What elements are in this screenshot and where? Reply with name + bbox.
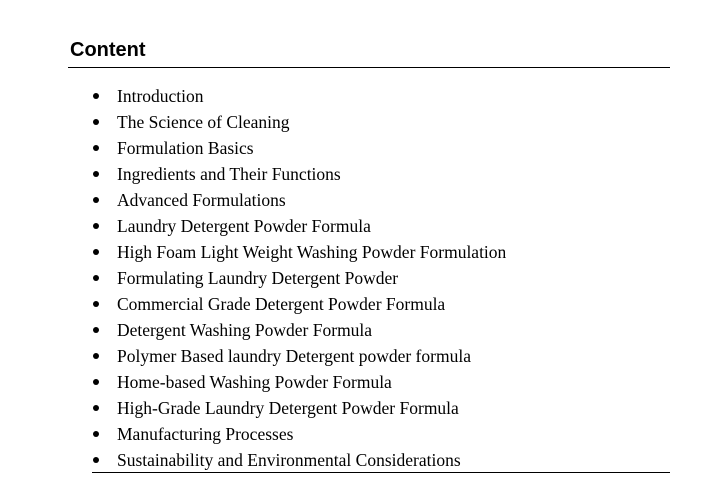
list-item-text: Introduction [117, 86, 204, 106]
list-item-text: High-Grade Laundry Detergent Powder Formula [117, 398, 459, 418]
list-item-text: Laundry Detergent Powder Formula [117, 216, 371, 236]
bullet-icon [93, 405, 99, 411]
list-item-text: Formulation Basics [117, 138, 254, 158]
list-item-text: Home-based Washing Powder Formula [117, 372, 392, 392]
list-item-text: Formulating Laundry Detergent Powder [117, 268, 399, 288]
list-item-text: Advanced Formulations [117, 190, 286, 210]
bullet-icon [93, 379, 99, 385]
bullet-icon [93, 119, 99, 125]
bullet-icon [93, 457, 99, 463]
bullet-icon [93, 171, 99, 177]
bullet-icon [93, 145, 99, 151]
contents-heading: Content [70, 39, 146, 61]
list-item-text: Polymer Based laundry Detergent powder formula [117, 346, 471, 366]
bullet-icon [93, 223, 99, 229]
list-item-text: Sustainability and Environmental Considerations [117, 450, 461, 470]
list-item-text: Manufacturing Processes [117, 424, 294, 444]
bullet-icon [93, 275, 99, 281]
bullet-icon [93, 327, 99, 333]
bullet-icon [93, 249, 99, 255]
list-item-text: Detergent Washing Powder Formula [117, 320, 373, 340]
bullet-icon [93, 93, 99, 99]
list-item-text: The Science of Cleaning [117, 112, 290, 132]
list-item-text: High Foam Light Weight Washing Powder Formulation [117, 242, 507, 262]
bullet-icon [93, 353, 99, 359]
list-item-text: Commercial Grade Detergent Powder Formula [117, 294, 446, 314]
list-item-text: Ingredients and Their Functions [117, 164, 341, 184]
bullet-icon [93, 431, 99, 437]
heading-divider [68, 67, 670, 68]
bullet-icon [93, 301, 99, 307]
bullet-icon [93, 197, 99, 203]
bottom-divider [92, 472, 670, 473]
